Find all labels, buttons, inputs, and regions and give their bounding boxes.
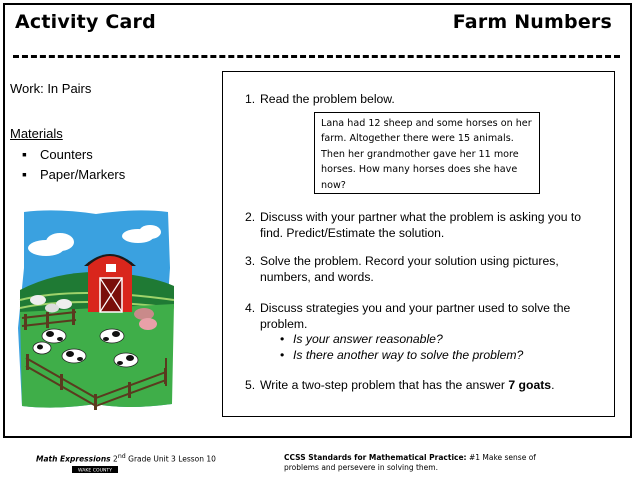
step-5: 5. Write a two-step problem that has the answer 7 goats. [245,378,555,392]
materials-heading: Materials [10,126,63,141]
card-title: Activity Card [15,11,156,33]
answer-emphasis: 7 goats [508,378,552,392]
work-mode: Work: In Pairs [10,81,92,96]
step-1: 1. Read the problem below. [245,92,395,106]
footer-standards: CCSS Standards for Mathematical Practice: #1 Make sense of problems and persevere in solving them. [284,453,536,472]
square-bullet-icon: ▪ [22,166,27,182]
farm-illustration [16,208,176,410]
list-item: • Is your answer reasonable? [280,332,443,346]
instructions-panel [222,71,615,417]
word-problem: Lana had 12 sheep and some horses on her farm. Altogether there were 15 animals. Then her grandmother gave her 11 more horses. How many horses does she have now? [314,112,540,194]
list-item: ▪ Paper/Markers [22,166,126,182]
step-3: 3. Solve the problem. Record your solution using pictures, numbers, and words. [245,254,559,284]
wake-county-logo [72,466,118,476]
svg-text:WAKE COUNTY: WAKE COUNTY [77,468,113,474]
step-4: 4. Discuss strategies you and your partner used to solve the problem. • Is your answer reasonable? • Is there another way to solve the problem? [245,301,605,363]
step-4-questions [278,332,605,363]
dashed-divider [13,55,620,58]
materials-list [22,144,125,184]
list-item: • Is there another way to solve the problem? [280,347,524,362]
footer-lesson: Math Expressions 2nd Grade Unit 3 Lesson 10 [36,453,216,464]
list-item: ▪ Counters [22,146,93,162]
activity-name: Farm Numbers [452,11,612,33]
step-2: 2. Discuss with your partner what the problem is asking you to find. Predict/Estimate the solution. [245,210,582,240]
square-bullet-icon: ▪ [22,146,27,162]
